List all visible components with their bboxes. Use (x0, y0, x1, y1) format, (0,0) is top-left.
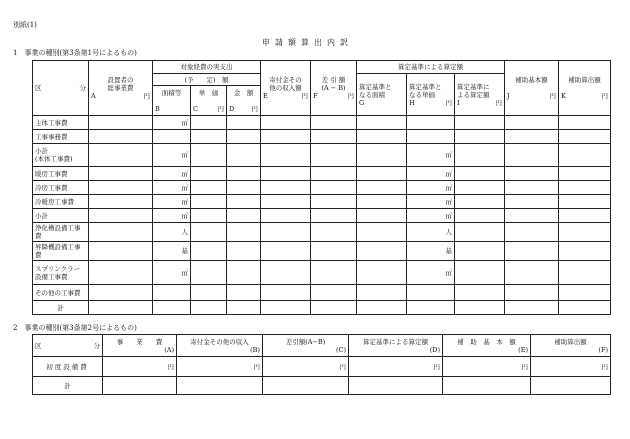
header-s-menseki: 算定基準と なる面積 G (357, 74, 407, 116)
cell-menseki-unit: 人 (153, 223, 191, 242)
cell-setchi (89, 285, 153, 301)
cell-value (261, 181, 311, 195)
cell-menseki-unit: ㎡ (153, 195, 191, 209)
cell-value (191, 116, 227, 130)
table-row (33, 167, 611, 181)
t2-header-kubun: 区 分 (33, 335, 103, 357)
cell-value (261, 195, 311, 209)
row-label: スプリンクラー 設備工事費 (33, 261, 89, 285)
cell-value (261, 242, 311, 261)
cell-value (455, 242, 505, 261)
cell-s-menseki-unit (407, 130, 455, 144)
table-row (33, 285, 611, 301)
row-label: 冷房工事費 (33, 181, 89, 195)
cell-value (505, 130, 559, 144)
cell-menseki-unit: ㎡ (153, 261, 191, 285)
cell-menseki-unit: ㎡ (153, 116, 191, 130)
cell-value (505, 116, 559, 130)
cell-value (191, 181, 227, 195)
row-label: 工事事務費 (33, 130, 89, 144)
row-label: 小計 (33, 209, 89, 223)
cell-value (103, 377, 177, 395)
cell-s-menseki-unit (407, 285, 455, 301)
header-taisho: 対象経費の実支出 (153, 61, 261, 74)
cell-value (311, 195, 357, 209)
cell-value: 円 (349, 357, 443, 377)
cell-value (191, 261, 227, 285)
cell-value (559, 195, 611, 209)
cell-value (505, 195, 559, 209)
header-hojo-sanshutsu: 補助算出額 K 円 (559, 61, 611, 116)
cell-menseki-unit (153, 301, 191, 315)
cell-value (227, 209, 261, 223)
cell-value (559, 167, 611, 181)
section1-title: 1 事業の種別(第3条第1号によるもの) (13, 49, 137, 57)
row-label: 昇降機設備工事 費 (33, 242, 89, 261)
cell-value (357, 195, 407, 209)
row-label: 初度設備費 (33, 357, 103, 377)
row-label: その他の工事費 (33, 285, 89, 301)
cell-setchi (89, 130, 153, 144)
cell-value (505, 242, 559, 261)
table-row (33, 301, 611, 315)
cell-value (261, 116, 311, 130)
cell-value (261, 130, 311, 144)
cell-value (455, 285, 505, 301)
cell-value (455, 301, 505, 315)
cell-value (191, 209, 227, 223)
cell-value (357, 130, 407, 144)
cell-value (455, 116, 505, 130)
cell-value (227, 195, 261, 209)
cell-s-menseki-unit: ㎡ (407, 261, 455, 285)
section2-title: 2 事業の種別(第3条第2号によるもの) (13, 324, 137, 332)
cell-value (311, 242, 357, 261)
cell-value (357, 144, 407, 167)
header-kubun: 区 分 (33, 61, 89, 116)
cell-value (311, 301, 357, 315)
cell-value (357, 285, 407, 301)
cell-value (191, 223, 227, 242)
cell-value (311, 209, 357, 223)
calculation-table-2 (32, 334, 611, 395)
table-row (33, 377, 611, 395)
cell-value: 円 (103, 357, 177, 377)
cell-menseki-unit: 基 (153, 242, 191, 261)
cell-value (177, 377, 263, 395)
cell-setchi (89, 144, 153, 167)
cell-value (505, 301, 559, 315)
row-label: 計 (33, 377, 103, 395)
cell-value (505, 285, 559, 301)
cell-value (191, 301, 227, 315)
table-row (33, 181, 611, 195)
row-label: 計 (33, 301, 89, 315)
table-row (33, 261, 611, 285)
cell-value (357, 301, 407, 315)
t2-header-kifu: 寄付金その他の収入 (B) (177, 335, 263, 357)
cell-value (227, 301, 261, 315)
cell-value (559, 144, 611, 167)
cell-value (505, 223, 559, 242)
cell-setchi (89, 181, 153, 195)
cell-value (505, 144, 559, 167)
cell-value (261, 209, 311, 223)
cell-value: 円 (177, 357, 263, 377)
header-setchi: 設置者の 総事業費 A 円 (89, 61, 153, 116)
page-title: 申請額算出内訳 (262, 38, 353, 47)
cell-value (227, 181, 261, 195)
cell-value (227, 167, 261, 181)
t2-header-jigyohi: 事 業 費 (A) (103, 335, 177, 357)
cell-s-menseki-unit: 人 (407, 223, 455, 242)
t2-header-hojo-kihon: 補 助 基 本 額 (E) (443, 335, 531, 357)
header-kifu: 寄付金その 他の収入額 E 円 (261, 61, 311, 116)
cell-value (455, 181, 505, 195)
row-label: 小計 (本体工事費) (33, 144, 89, 167)
cell-value (559, 181, 611, 195)
table-row (33, 130, 611, 144)
cell-menseki-unit (153, 130, 191, 144)
cell-menseki-unit: ㎡ (153, 181, 191, 195)
cell-value (191, 167, 227, 181)
cell-menseki-unit: ㎡ (153, 144, 191, 167)
cell-value (455, 130, 505, 144)
cell-setchi (89, 223, 153, 242)
table-row (33, 116, 611, 130)
cell-value: 円 (263, 357, 349, 377)
cell-s-menseki-unit: ㎡ (407, 144, 455, 167)
cell-value (357, 167, 407, 181)
row-label: 暖房工事費 (33, 167, 89, 181)
cell-value (357, 242, 407, 261)
cell-value (455, 261, 505, 285)
cell-value (311, 285, 357, 301)
cell-value (261, 167, 311, 181)
cell-setchi (89, 167, 153, 181)
table-row (33, 357, 611, 377)
cell-value (559, 301, 611, 315)
header-s-tanka: 算定基準と なる単価 H 円 (407, 74, 455, 116)
cell-value (191, 242, 227, 261)
cell-value (505, 167, 559, 181)
table-row (33, 195, 611, 209)
cell-value (191, 130, 227, 144)
cell-value (455, 209, 505, 223)
annex-label: 別紙(1) (13, 21, 37, 29)
cell-setchi (89, 242, 153, 261)
cell-s-menseki-unit: ㎡ (407, 167, 455, 181)
cell-setchi (89, 116, 153, 130)
cell-value (455, 195, 505, 209)
cell-value (505, 181, 559, 195)
cell-s-menseki-unit (407, 116, 455, 130)
cell-value (357, 223, 407, 242)
cell-value (311, 116, 357, 130)
cell-value (227, 261, 261, 285)
cell-value (455, 144, 505, 167)
cell-value (311, 223, 357, 242)
cell-menseki-unit: ㎡ (153, 209, 191, 223)
cell-value (559, 242, 611, 261)
t2-header-hojo-sanshutsu: 補助算出額 (F) (531, 335, 611, 357)
cell-value (443, 377, 531, 395)
cell-setchi (89, 301, 153, 315)
cell-s-menseki-unit: ㎡ (407, 181, 455, 195)
cell-value (559, 130, 611, 144)
header-tanka: 単 価 C 円 (191, 86, 227, 116)
cell-value (191, 144, 227, 167)
cell-value (227, 223, 261, 242)
cell-value (559, 285, 611, 301)
cell-s-menseki-unit: ㎡ (407, 195, 455, 209)
table-row (33, 223, 611, 242)
cell-value (455, 167, 505, 181)
row-label: 冷暖房工事費 (33, 195, 89, 209)
header-yotei: (予 定) 額 (153, 74, 261, 86)
cell-value (559, 116, 611, 130)
cell-s-menseki-unit: 基 (407, 242, 455, 261)
cell-value (455, 223, 505, 242)
cell-value: 円 (531, 357, 611, 377)
cell-value (261, 261, 311, 285)
cell-value (559, 261, 611, 285)
cell-value (505, 209, 559, 223)
cell-value (357, 181, 407, 195)
header-santei: 算定基準による算定額 (357, 61, 505, 74)
cell-setchi (89, 209, 153, 223)
cell-menseki-unit (153, 285, 191, 301)
row-label: 主体工事費 (33, 116, 89, 130)
cell-value (261, 301, 311, 315)
cell-value (311, 144, 357, 167)
cell-value (311, 261, 357, 285)
cell-value (227, 130, 261, 144)
cell-setchi (89, 261, 153, 285)
cell-value (311, 181, 357, 195)
cell-value (191, 195, 227, 209)
cell-value (227, 242, 261, 261)
header-s-gaku: 算定基準に よる算定額 I 円 (455, 74, 505, 116)
cell-value (505, 261, 559, 285)
cell-value (357, 116, 407, 130)
cell-value (227, 285, 261, 301)
cell-value (357, 209, 407, 223)
cell-value (311, 130, 357, 144)
row-label: 浄化槽設備工事 費 (33, 223, 89, 242)
calculation-table-1 (32, 60, 611, 315)
table-row (33, 144, 611, 167)
table-row (33, 209, 611, 223)
cell-value (531, 377, 611, 395)
t2-header-santei: 算定基準による算定額 (D) (349, 335, 443, 357)
cell-value (357, 261, 407, 285)
t2-header-sashihiki: 差引額(A−B) (C) (263, 335, 349, 357)
header-menseki: 面積等 B (153, 86, 191, 116)
cell-value (261, 285, 311, 301)
header-hojo-kihon: 補助基本額 J 円 (505, 61, 559, 116)
header-kingaku: 金 額 D 円 (227, 86, 261, 116)
cell-value (263, 377, 349, 395)
cell-value: 円 (443, 357, 531, 377)
cell-s-menseki-unit: ㎡ (407, 209, 455, 223)
cell-value (227, 144, 261, 167)
cell-value (261, 223, 311, 242)
cell-value (349, 377, 443, 395)
cell-value (559, 209, 611, 223)
cell-s-menseki-unit (407, 301, 455, 315)
cell-value (191, 285, 227, 301)
cell-menseki-unit: ㎡ (153, 167, 191, 181)
cell-value (227, 116, 261, 130)
cell-setchi (89, 195, 153, 209)
cell-value (311, 167, 357, 181)
table-row (33, 242, 611, 261)
header-sashihiki: 差 引 額 (A − B) F 円 (311, 61, 357, 116)
cell-value (261, 144, 311, 167)
cell-value (559, 223, 611, 242)
